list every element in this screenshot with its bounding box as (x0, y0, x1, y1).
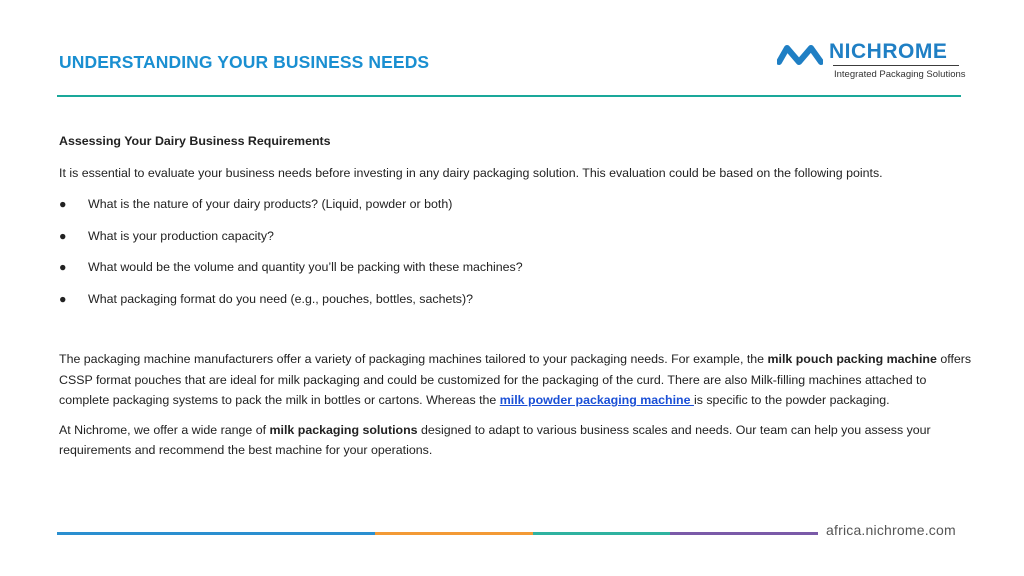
section-subheading: Assessing Your Dairy Business Requirements (59, 134, 331, 148)
milk-powder-machine-link[interactable]: milk powder packaging machine (499, 393, 694, 407)
para2-text-1: At Nichrome, we offer a wide range of (59, 422, 270, 437)
bullet-icon: ● (59, 228, 67, 243)
machines-paragraph (59, 349, 974, 411)
logo-divider (833, 65, 959, 66)
header-divider (57, 95, 961, 97)
main-content (59, 131, 974, 461)
logo-name: NICHROME (829, 40, 948, 63)
logo-tagline: Integrated Packaging Solutions (834, 69, 966, 80)
list-item (59, 226, 974, 247)
para1-text-1: The packaging machine manufacturers offer a variety of packaging machines tailored to your packaging needs. For example, the (59, 352, 768, 366)
bullet-icon: ● (59, 260, 67, 274)
page-title: UNDERSTANDING YOUR BUSINESS NEEDS (59, 52, 430, 72)
list-item (59, 289, 974, 310)
footer-bar-teal (533, 532, 670, 535)
bullet-icon: ● (59, 197, 67, 211)
milk-packaging-solutions-term: milk packaging solutions (269, 422, 418, 437)
nichrome-paragraph (59, 420, 974, 461)
list-item-text: What is your production capacity? (88, 228, 274, 243)
list-item-text: What is the nature of your dairy products? (Liquid, powder or both) (88, 197, 453, 211)
requirements-list (59, 194, 974, 309)
para2-text-2: designed to adapt to various business scales and needs. Our team can help you assess your requirements and recommend the best machine for your operations. (59, 422, 931, 457)
list-item (59, 194, 974, 215)
para1-text-3: is specific to the powder packaging. (693, 393, 890, 407)
company-logo (777, 40, 967, 84)
footer-bar-orange (375, 532, 533, 535)
footer-website: africa.nichrome.com (826, 522, 956, 538)
footer-bar-purple (670, 532, 818, 535)
list-item (59, 257, 974, 278)
list-item-text: What packaging format do you need (e.g., pouches, bottles, sachets)? (88, 291, 474, 306)
list-item-text: What would be the volume and quantity you’ll be packing with these machines? (88, 260, 523, 274)
intro-paragraph: It is essential to evaluate your business needs before investing in any dairy packaging solution. This evaluation could be based on the following points. (59, 165, 883, 180)
footer-bar-blue (57, 532, 375, 535)
nichrome-logo-icon (777, 42, 823, 68)
milk-pouch-machine-term: milk pouch packing machine (767, 352, 937, 366)
bullet-icon: ● (59, 291, 67, 306)
para1-text-2: offers CSSP format pouches that are ideal for milk packaging and could be customized for the packaging of the curd. There are also Milk-filling machines attached to complete packaging systems to pack the milk in bottles or cartons. Whereas the (59, 352, 972, 407)
